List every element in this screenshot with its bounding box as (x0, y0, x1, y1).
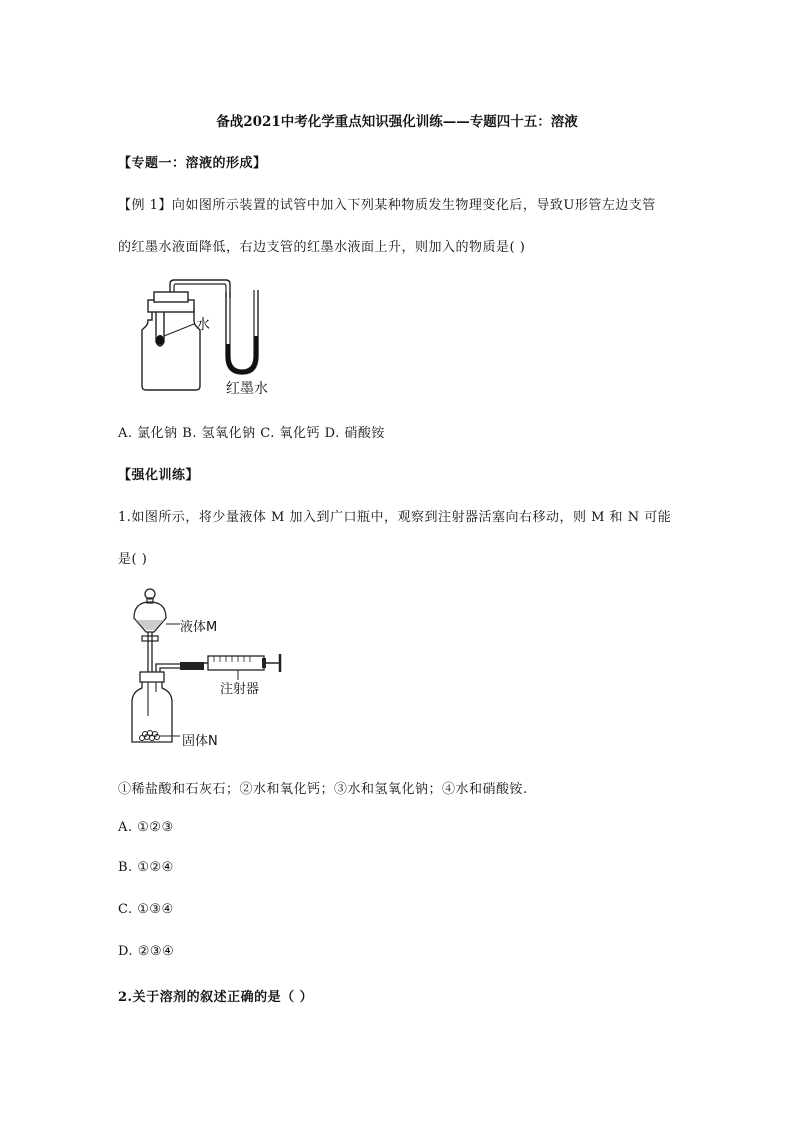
syringe-apparatus-figure (128, 584, 298, 749)
q2-text-line1: 2.关于溶剂的叙述正确的是（ ） (118, 990, 314, 1005)
water-label: 水 (196, 317, 210, 333)
example1-options: A. 氯化钠 B. 氢氧化钠 C. 氧化钙 D. 硝酸铵 (118, 426, 385, 441)
liquid-m-label: 液体M (180, 620, 218, 635)
red-ink-label: 红墨水 (226, 381, 268, 397)
q1-option-c: C. ①③④ (118, 902, 174, 917)
q1-choices: ①稀盐酸和石灰石；②水和氧化钙；③水和氢氧化钠；④水和硝酸铵. (118, 782, 528, 797)
syringe-label: 注射器 (220, 682, 260, 697)
page-title: 备战2021中考化学重点知识强化训练——专题四十五：溶液 (216, 114, 578, 130)
example1-text-line1: 【例 1】向如图所示装置的试管中加入下列某种物质发生物理变化后，导致U形管左边支管 (118, 198, 656, 213)
q1-option-a: A. ①②③ (118, 820, 174, 835)
training-heading: 【强化训练】 (118, 468, 200, 483)
topic-heading: 【专题一：溶液的形成】 (118, 156, 267, 171)
solid-n-label: 固体N (182, 734, 218, 749)
u-tube-apparatus-figure (130, 278, 290, 403)
example1-text-line2: 的红墨水液面降低，右边支管的红墨水液面上升，则加入的物质是( ) (118, 240, 526, 255)
q1-text-line2: 是( ) (118, 552, 148, 567)
q1-option-b: B. ①②④ (118, 860, 174, 875)
q1-option-d: D. ②③④ (118, 944, 175, 959)
q1-text-line1: 1.如图所示，将少量液体 M 加入到广口瓶中，观察到注射器活塞向右移动，则 M 和 N 可能 (118, 510, 672, 525)
